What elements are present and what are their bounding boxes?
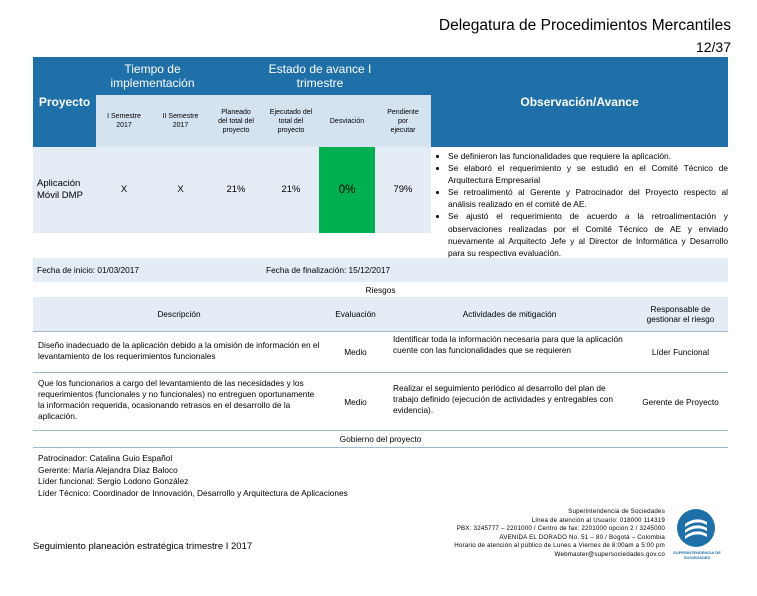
- sem1-mark: X: [96, 147, 152, 233]
- contact-line: Línea de atención al Usuario: 018000 114319: [531, 516, 665, 524]
- risk-header-description: Descripción: [33, 297, 325, 331]
- risk-header-mitigation: Actividades de mitigación: [386, 297, 633, 331]
- risk-responsible: Gerente de Proyecto: [642, 397, 719, 407]
- col-time-header: Tiempo de implementación: [96, 57, 209, 95]
- deviation-value: 0%: [319, 147, 375, 233]
- risk-evaluation: Medio: [344, 397, 367, 407]
- risks-title: Riesgos: [365, 284, 396, 295]
- risk-responsible: Líder Funcional: [651, 347, 710, 357]
- governance-title: Gobierno del proyecto: [339, 434, 422, 444]
- risk-header-responsible: Responsable de gestionar el riesgo: [633, 297, 728, 331]
- col-observation-header: Observación/Avance: [431, 57, 728, 147]
- contact-info: [410, 508, 665, 560]
- observations-list: [436, 150, 728, 259]
- start-date: Fecha de inicio: 01/03/2017: [33, 258, 262, 282]
- observation-item: • Se retroalimentó al Gerente y Patrocinador del Proyecto respecto al análisis realizado en el comité de AE.: [448, 186, 728, 210]
- risk-mitigation: Identificar toda la información necesaria para que la aplicación cuente con las funcionalidades que se requieren: [393, 334, 623, 355]
- governance-sponsor: Patrocinador: Catalina Guio Español: [38, 453, 173, 463]
- risk-evaluation: Medio: [344, 347, 367, 357]
- sub-header-deviation: Desviación: [319, 95, 375, 147]
- end-date: Fecha de finalización: 15/12/2017: [262, 258, 728, 282]
- risk-mitigation: Realizar el seguimiento periódico al desarrollo del plan de trabajo definido (ejecución de actividades y entregables con evidencia).: [393, 383, 614, 415]
- contact-line: Horario de atención al público de Lunes a Viernes de 8:00am a 5:00 pm: [454, 542, 665, 550]
- contact-line: Webmaster@supersociedades.gov.co: [554, 550, 665, 558]
- sub-header-sem1: I Semestre 2017: [96, 95, 152, 147]
- page-number: 12/37: [695, 39, 731, 55]
- footer-caption: Seguimiento planeación estratégica trimestre I 2017: [33, 541, 253, 552]
- executed-value: 21%: [263, 147, 319, 233]
- risk-description: Diseño inadecuado de la aplicación debido a la omisión de información en el levantamiento de los requerimientos funcionales: [38, 340, 320, 361]
- pending-value: 79%: [375, 147, 431, 233]
- observation-item: • Se elaboró el requerimiento y se estudió en el Comité Técnico de Arquitectura Empresarial: [448, 162, 728, 186]
- supersociedades-logo-icon: [676, 508, 716, 548]
- sub-header-executed: Ejecutado del total del proyecto: [263, 95, 319, 147]
- governance-list: [38, 453, 348, 499]
- sem2-mark: X: [152, 147, 209, 233]
- planned-value: 21%: [209, 147, 263, 233]
- contact-line: AVENIDA EL DORADO No. 51 – 80 / Bogotá – Colombia: [499, 533, 665, 541]
- observation-item: • Se definieron las funcionalidades que requiere la aplicación.: [448, 150, 728, 162]
- project-name: Aplicación Móvil DMP: [33, 147, 96, 233]
- col-status-header: Estado de avance I trimestre: [209, 57, 431, 95]
- observation-item: • Se ajustó el requerimiento de acuerdo a la retroalimentación y observaciones realizadas por el Comité Técnico de AE y enviado nuevamente al Arquitecto Jefe y al Director de Informática y Desarrollo para su respectiva evaluación.: [448, 210, 728, 258]
- col-project-header: Proyecto: [33, 57, 96, 147]
- governance-functional-lead: Líder funcional: Sergio Lodono González: [38, 476, 189, 487]
- risk-header-evaluation: Evaluación: [325, 297, 386, 331]
- governance-technical-lead: Líder Técnico: Coordinador de Innovación, Desarrollo y Arquitectura de Aplicaciones: [38, 487, 348, 498]
- contact-line: PBX: 3245777 – 2201000 / Centro de fax: 2201000 opción 2 / 3245000: [456, 525, 665, 533]
- sub-header-sem2: II Semestre 2017: [152, 95, 209, 147]
- sub-header-planned: Planeado del total del proyecto: [209, 95, 263, 147]
- document-title: Delegatura de Procedimientos Mercantiles: [438, 17, 731, 34]
- sub-header-pending: Pendiente por ejecutar: [375, 95, 431, 147]
- governance-manager: Gerente: María Alejandra Díaz Baloco: [38, 464, 178, 475]
- contact-line: Superintendencia de Sociedades: [568, 508, 665, 515]
- risk-description: Que los funcionarios a cargo del levantamiento de las necesidades y los requerimientos (funcionales y no funcionales) no entreguen oportunamente la información requerida, ocasionando retrasos en el desarrollo de la aplicación.: [38, 378, 315, 421]
- logo-caption: SUPERINTENDENCIA DE SOCIEDADES: [673, 550, 721, 560]
